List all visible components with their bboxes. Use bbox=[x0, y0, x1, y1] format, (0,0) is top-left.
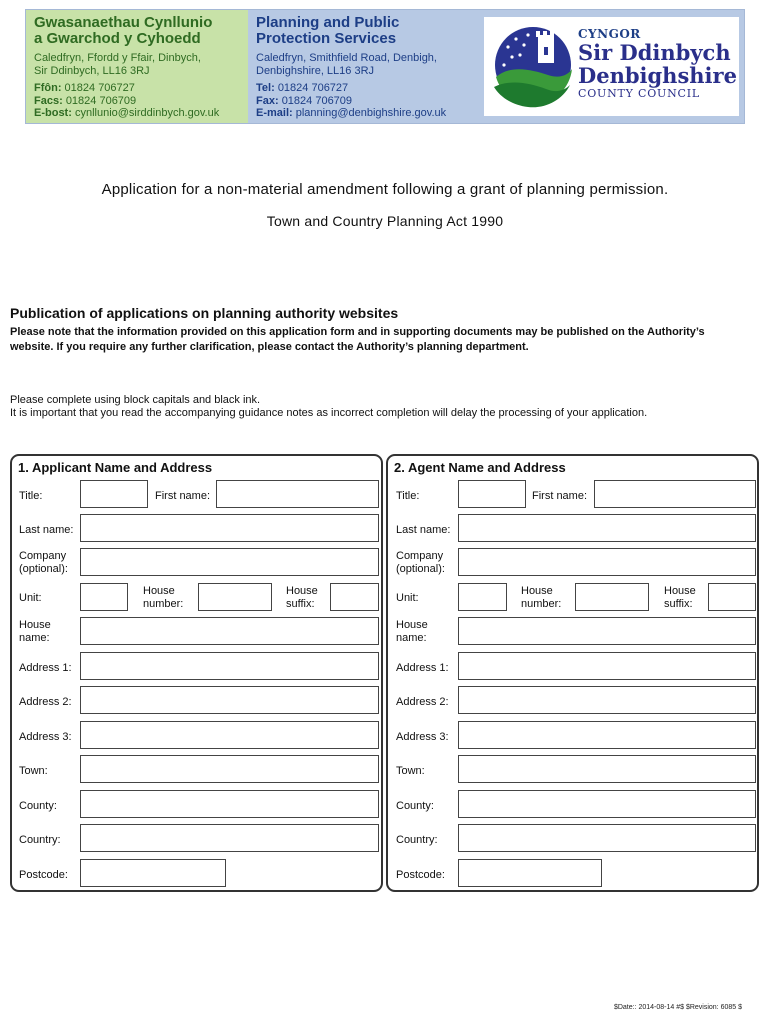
revision-footer: $Date:: 2014-08-14 #$ $Revision: 6085 $ bbox=[613, 1004, 742, 1011]
logo-line1: Sir Ddinbych bbox=[578, 40, 731, 65]
logo-line2: Denbighshire bbox=[578, 63, 737, 88]
applicant-last-name-field[interactable] bbox=[80, 514, 379, 542]
agent-country-field[interactable] bbox=[458, 824, 756, 852]
agent-address3-field[interactable] bbox=[458, 721, 756, 749]
welsh-address-line1: Caledfryn, Ffordd y Ffair, Dinbych, bbox=[34, 52, 201, 64]
applicant-country-field[interactable] bbox=[80, 824, 379, 852]
applicant-county-field[interactable] bbox=[80, 790, 379, 818]
agent-unit-label: Unit: bbox=[396, 592, 419, 604]
welsh-fax: 01824 706709 bbox=[65, 94, 137, 107]
agent-house-name-label-line2: name: bbox=[396, 631, 427, 644]
applicant-unit-label: Unit: bbox=[19, 592, 42, 604]
agent-company-field[interactable] bbox=[458, 548, 756, 576]
logo-county-council: COUNTY COUNCIL bbox=[578, 87, 701, 100]
applicant-postcode-label: Postcode: bbox=[19, 869, 68, 881]
english-title-line2: Protection Services bbox=[256, 30, 397, 47]
welsh-email: cynllunio@sirddinbych.gov.uk bbox=[74, 107, 220, 119]
welsh-address-line2: Sir Ddinbych, LL16 3RJ bbox=[34, 65, 150, 77]
agent-address2-label: Address 2: bbox=[396, 696, 449, 708]
english-email-label: E-mail: bbox=[256, 107, 293, 119]
instructions-line2: It is important that you read the accompanying guidance notes as incorrect completion will delay the processing of your application. bbox=[10, 407, 648, 419]
agent-house-name-label-line1: House bbox=[396, 619, 428, 631]
english-fax-label: Fax: bbox=[256, 94, 279, 107]
agent-town-field[interactable] bbox=[458, 755, 756, 783]
agent-house-name-label bbox=[396, 619, 428, 644]
english-fax: 01824 706709 bbox=[281, 94, 353, 107]
form-subtitle: Town and Country Planning Act 1990 bbox=[266, 213, 504, 229]
agent-house-name-field[interactable] bbox=[458, 617, 756, 645]
applicant-house-name-label-line1: House bbox=[19, 619, 51, 631]
welsh-email-label: E-bost: bbox=[34, 107, 72, 119]
applicant-last-name-label: Last name: bbox=[19, 524, 74, 536]
agent-house-suffix-label-line2: suffix: bbox=[664, 597, 693, 610]
applicant-title-label: Title: bbox=[19, 490, 43, 502]
applicant-panel bbox=[10, 454, 383, 892]
applicant-postcode-field[interactable] bbox=[80, 859, 226, 887]
english-phone: 01824 706727 bbox=[277, 82, 349, 94]
applicant-house-name-label-line2: name: bbox=[19, 631, 50, 644]
agent-company-label-line1: Company bbox=[396, 550, 444, 562]
agent-county-label: County: bbox=[396, 800, 434, 812]
english-address-line1: Caledfryn, Smithfield Road, Denbigh, bbox=[256, 52, 437, 64]
applicant-house-number-field[interactable] bbox=[198, 583, 272, 611]
applicant-house-suffix-label bbox=[286, 585, 318, 610]
applicant-town-field[interactable] bbox=[80, 755, 379, 783]
agent-postcode-field[interactable] bbox=[458, 859, 602, 887]
council-logo bbox=[484, 17, 739, 116]
agent-last-name-field[interactable] bbox=[458, 514, 756, 542]
welsh-contact-block bbox=[26, 10, 248, 123]
applicant-address2-field[interactable] bbox=[80, 686, 379, 714]
applicant-address1-field[interactable] bbox=[80, 652, 379, 680]
agent-address3-label: Address 3: bbox=[396, 731, 449, 743]
instructions bbox=[10, 394, 760, 420]
applicant-heading: 1. Applicant Name and Address bbox=[18, 460, 213, 475]
form-title: Application for a non-material amendment following a grant of planning permission. bbox=[101, 181, 669, 198]
agent-house-number-label-line1: House bbox=[521, 585, 553, 597]
applicant-town-label: Town: bbox=[19, 765, 48, 777]
english-title-line1: Planning and Public bbox=[256, 14, 400, 31]
applicant-house-name-label bbox=[19, 619, 51, 644]
applicant-company-label-line2: (optional): bbox=[19, 562, 68, 575]
welsh-fax-label: Facs: bbox=[34, 94, 63, 107]
applicant-company-label-line1: Company bbox=[19, 550, 67, 562]
agent-last-name-label: Last name: bbox=[396, 524, 451, 536]
welsh-phone: 01824 706727 bbox=[64, 82, 135, 94]
applicant-first-name-field[interactable] bbox=[216, 480, 379, 508]
english-email: planning@denbighshire.gov.uk bbox=[295, 107, 447, 119]
agent-postcode-label: Postcode: bbox=[396, 869, 445, 881]
applicant-house-number-label-line1: House bbox=[143, 585, 175, 597]
agent-county-field[interactable] bbox=[458, 790, 756, 818]
applicant-company-label bbox=[19, 550, 68, 575]
agent-house-number-label bbox=[521, 585, 561, 610]
welsh-phone-label: Ffôn: bbox=[34, 82, 62, 94]
applicant-unit-field[interactable] bbox=[80, 583, 128, 611]
agent-title-field[interactable] bbox=[458, 480, 526, 508]
agent-heading: 2. Agent Name and Address bbox=[394, 460, 566, 475]
agent-company-label bbox=[396, 550, 445, 575]
agent-title-label: Title: bbox=[396, 490, 420, 502]
agent-first-name-label: First name: bbox=[532, 490, 588, 502]
applicant-house-number-label-line2: number: bbox=[143, 597, 184, 610]
welsh-title-line2: a Gwarchod y Cyhoedd bbox=[34, 30, 201, 47]
instructions-line1: Please complete using block capitals and black ink. bbox=[10, 394, 261, 406]
agent-house-number-label-line2: number: bbox=[521, 597, 562, 610]
english-address-line2: Denbighshire, LL16 3RJ bbox=[256, 65, 375, 77]
applicant-house-suffix-label-line1: House bbox=[286, 585, 318, 597]
applicant-address2-label: Address 2: bbox=[19, 696, 72, 708]
agent-house-number-field[interactable] bbox=[575, 583, 649, 611]
agent-country-label: Country: bbox=[396, 834, 438, 846]
agent-house-suffix-field[interactable] bbox=[708, 583, 756, 611]
applicant-county-label: County: bbox=[19, 800, 57, 812]
applicant-house-name-field[interactable] bbox=[80, 617, 379, 645]
agent-house-suffix-label-line1: House bbox=[664, 585, 696, 597]
publication-heading: Publication of applications on planning authority websites bbox=[10, 305, 399, 321]
publication-note: Please note that the information provided on this application form and in supporting documents may be published on the Authority’s website. If you require any further clarification, please contact the Authority’s planning department. bbox=[10, 326, 705, 353]
applicant-house-suffix-label-line2: suffix: bbox=[286, 597, 315, 610]
applicant-first-name-label: First name: bbox=[155, 490, 211, 502]
castle-crest-icon bbox=[490, 25, 576, 109]
applicant-address3-label: Address 3: bbox=[19, 731, 72, 743]
agent-company-label-line2: (optional): bbox=[396, 562, 445, 575]
agent-address1-field[interactable] bbox=[458, 652, 756, 680]
english-phone-label: Tel: bbox=[256, 82, 275, 94]
agent-first-name-field[interactable] bbox=[594, 480, 756, 508]
agent-house-suffix-label bbox=[664, 585, 696, 610]
english-contact-block bbox=[248, 10, 478, 123]
agent-unit-field[interactable] bbox=[458, 583, 507, 611]
applicant-address1-label: Address 1: bbox=[19, 662, 72, 674]
header-banner bbox=[25, 9, 745, 124]
agent-address1-label: Address 1: bbox=[396, 662, 449, 674]
applicant-title-field[interactable] bbox=[80, 480, 148, 508]
applicant-house-number-label bbox=[143, 585, 183, 610]
agent-panel bbox=[386, 454, 759, 892]
agent-town-label: Town: bbox=[396, 765, 425, 777]
applicant-address3-field[interactable] bbox=[80, 721, 379, 749]
agent-address2-field[interactable] bbox=[458, 686, 756, 714]
applicant-company-field[interactable] bbox=[80, 548, 379, 576]
logo-cyngor: CYNGOR bbox=[578, 27, 641, 41]
welsh-title-line1: Gwasanaethau Cynllunio bbox=[34, 14, 213, 31]
applicant-country-label: Country: bbox=[19, 834, 61, 846]
applicant-house-suffix-field[interactable] bbox=[330, 583, 379, 611]
